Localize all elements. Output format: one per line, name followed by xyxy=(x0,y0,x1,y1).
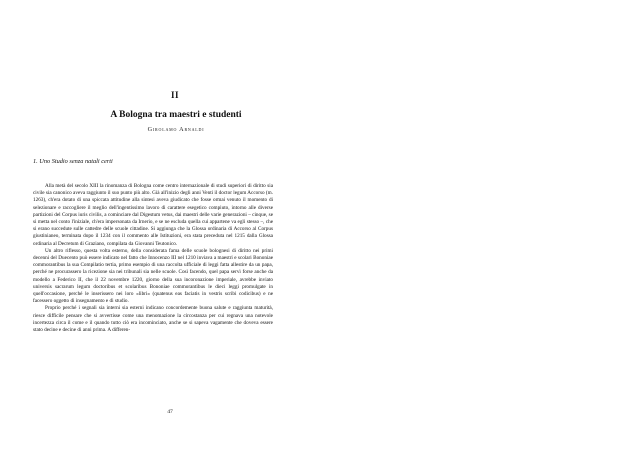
chapter-number: II xyxy=(170,90,179,100)
paragraph: Un altro riflesso, questa volta esterno, della considerata fama delle scuole bolognesi di diritto nei primi decenni del Duecento può essere indicato nel fatto che Innocenzo III nel 1210 inviava a maestri e scolari Bononiae commorantibus la sua Compilatio tertia, primo esempio di una raccolta ufficiale di leggi fatta allestire da un papa, perché ne procurassero la ricezione sia nei tribunali sia nelle scuole. Così facendo, quel papa servì forse anche da modello a Federico II, che il 22 novembre 1220, giorno della sua incoronazione imperiale, avrebbe inviato universis sacrarum legum doctoribus et scolaribus Bononiae commorantibus le dieci leggi promulgate in quell'occasione, perché le inserissero nei loro «libri» (quatenus eas faciatis in vestris scribi codicibus) e ne facessero oggetto di insegnamento e di studio. xyxy=(33,247,273,305)
chapter-author: Girolamo Arnaldi xyxy=(147,126,205,133)
section-heading: 1. Uno Studio senza natali certi xyxy=(33,158,113,165)
paragraph: Proprio perché i segnali sia interni sia esterni indicano concordemente buona salute e raggiunta maturità, riesce difficile pensare che si avvertisse come una menomazione la circostanza per cui regnava una notevole incertezza circa il come e il quando tutto ciò era incominciato, anche se si sapeva vagamente che doveva essere stato decine e decine di anni prima. A differen- xyxy=(33,305,273,334)
paragraph: Alla metà del secolo XIII la rinomanza di Bologna come centro internazionale di studi superiori di diritto sia civile sia canonico aveva raggiunto il suo punto più alto. Già all'inizio degli anni Venti il doctor legum Accorso (m. 1263), ch'era dotato di una spiccata attitudine alla sintesi aveva giudicato che fosse ormai venuto il momento di selezionare e raccogliere il meglio dell'ingentissimo lavoro di carattere esegetico compiuto, intorno alle diverse partizioni del Corpus iuris civilis, a cominciare dal Digestum vetus, dai maestri delle varie generazioni – cinque, se si metta nel conto l'iniziale, ch'era impersonata da Irnerio, e se ne escluda quella cui appartene va egli stesso –, che si erano succedute sulle cattedre delle scuole cittadine. Si aggiunga che la Glossa ordinaria di Accorso al Corpus giustinianeo, terminata dopo il 1234 con il commento alle Istituzioni, era stata preceduta nel 1215 dalla Glossa ordinaria al Decretum di Graziano, compilata da Giovanni Teutonico. xyxy=(33,183,273,247)
page-number: 47 xyxy=(167,409,173,415)
body-text xyxy=(33,183,273,334)
chapter-title: A Bologna tra maestri e studenti xyxy=(110,110,242,120)
